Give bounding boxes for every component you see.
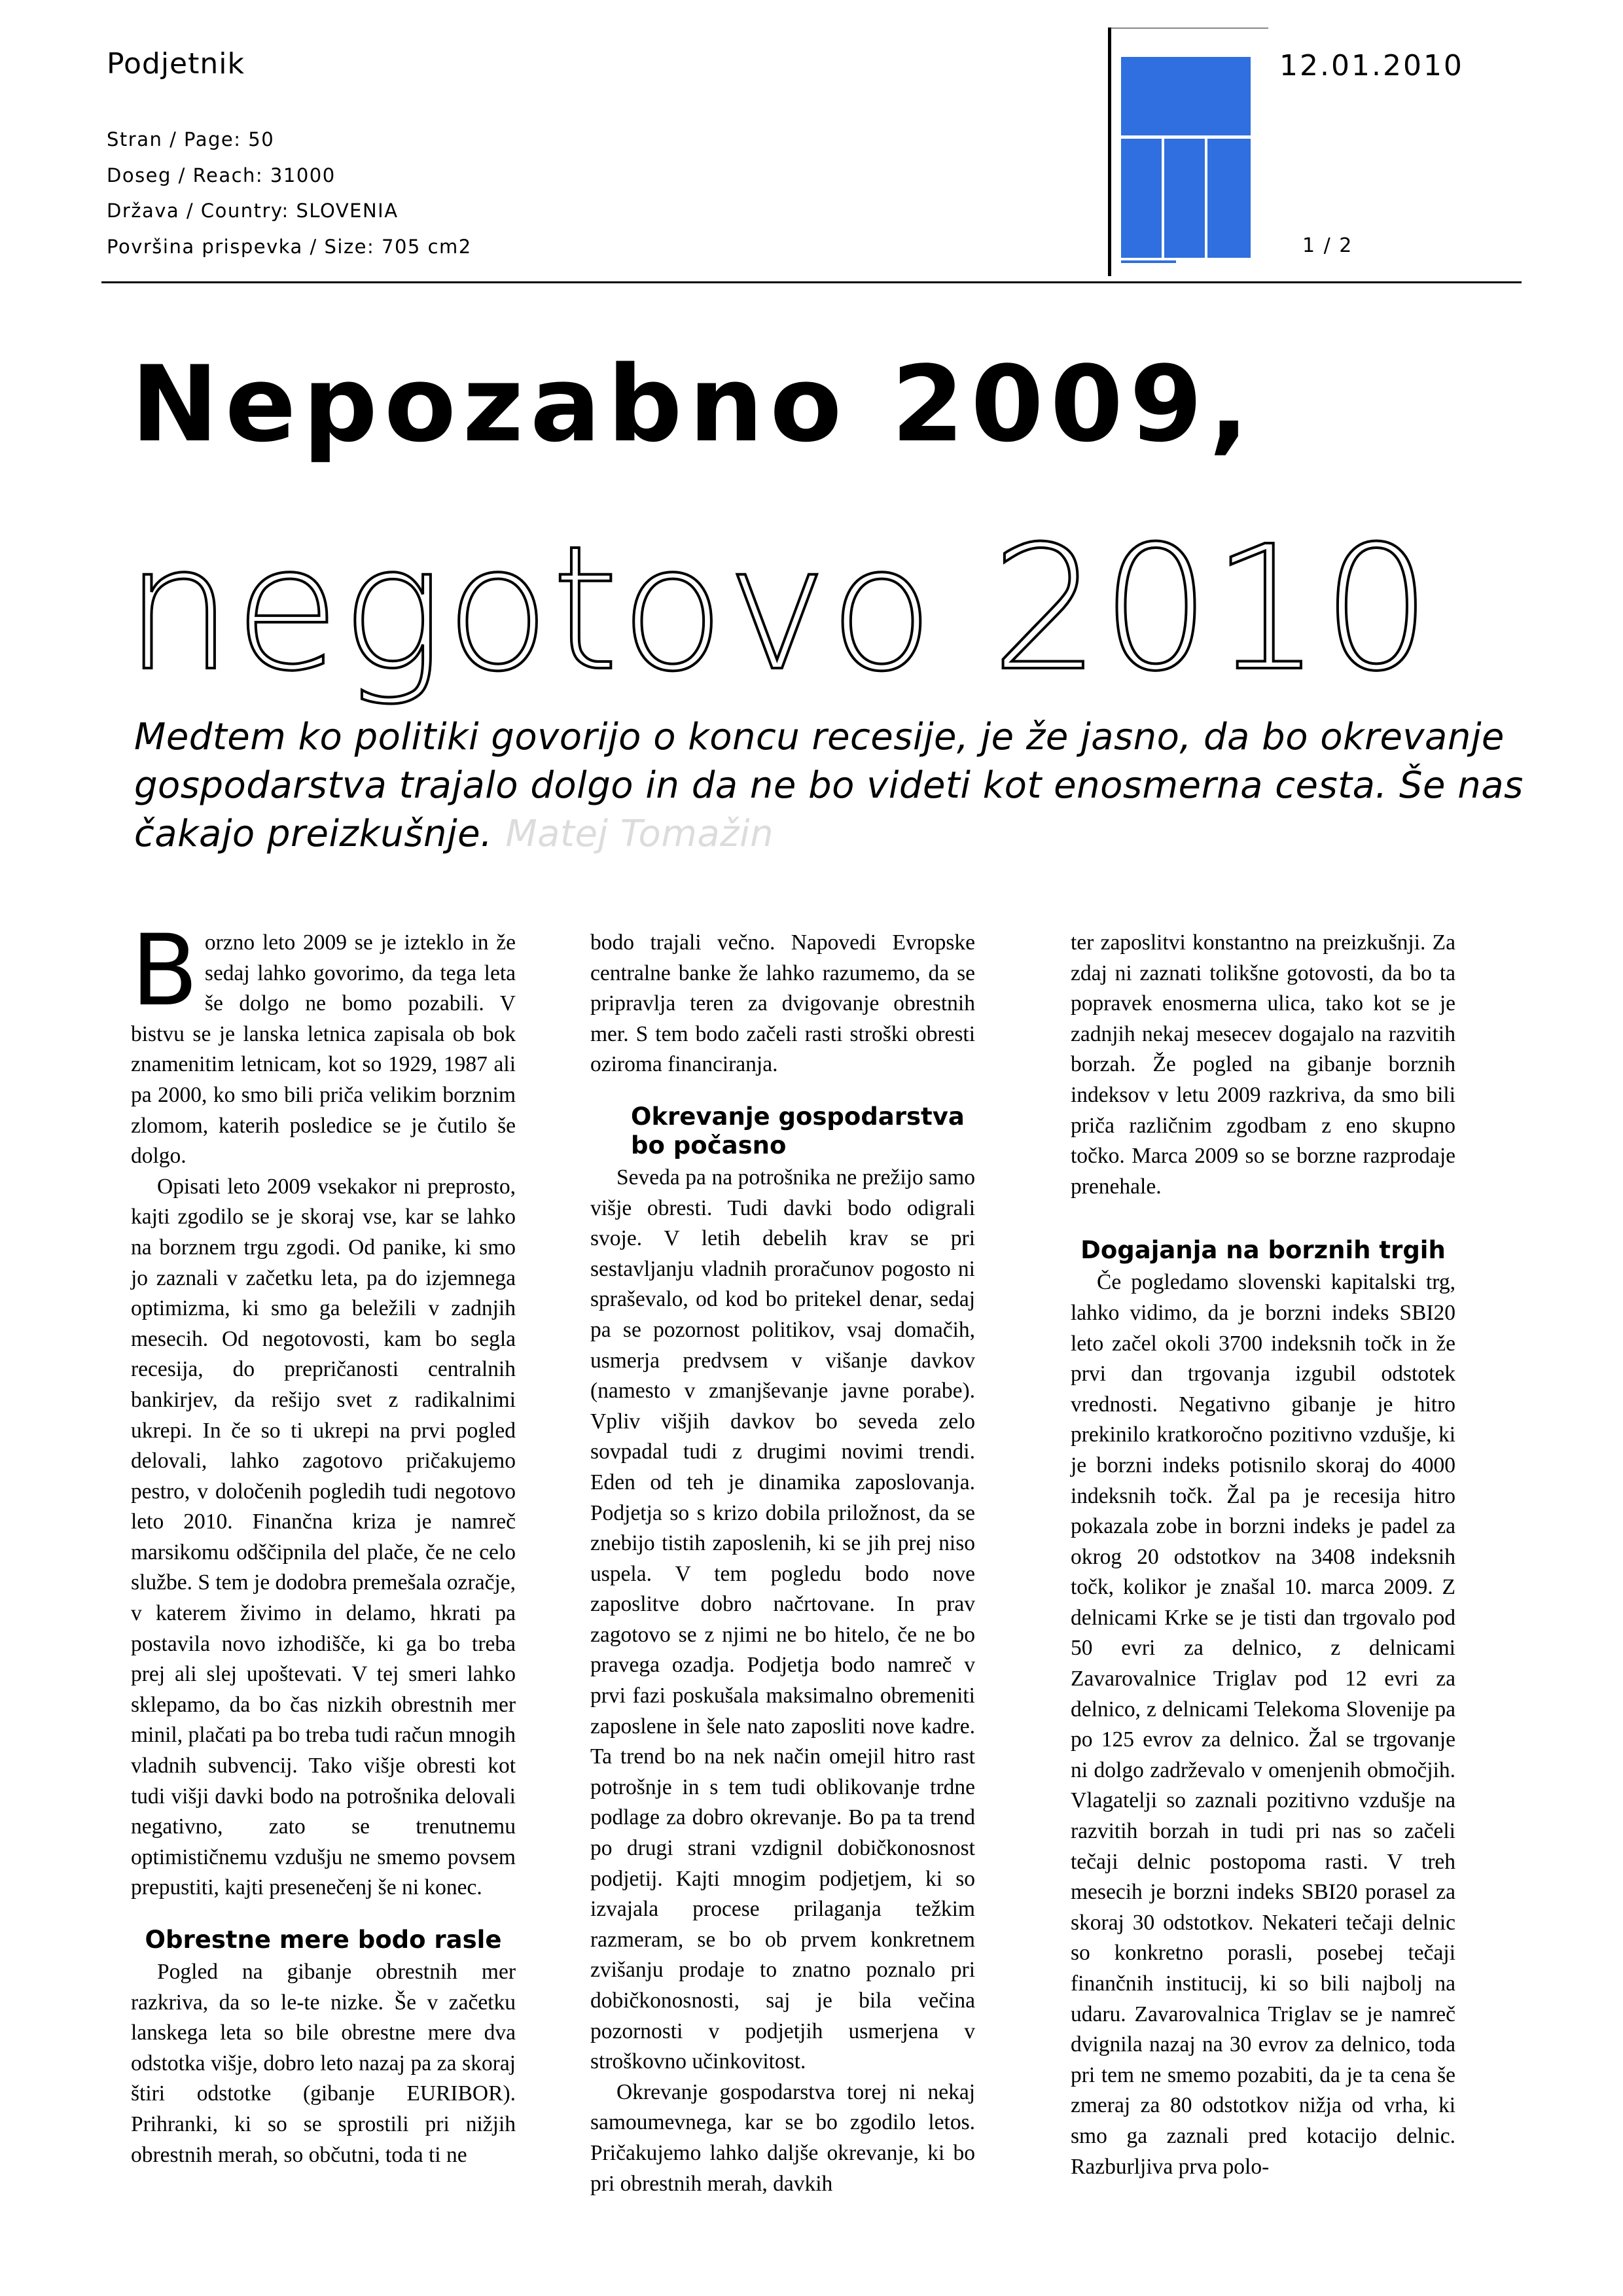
thumbnail-column-block xyxy=(1164,139,1205,258)
body-paragraph: bodo trajali večno. Napovedi Evropske centralne banke že lahko razumemo, da se pripravlja teren za dvigovanje obrestnih mer. S tem bodo začeli rasti stroški obresti oziroma financiranja. xyxy=(590,930,975,1077)
reach-info: Doseg / Reach: 31000 xyxy=(107,164,336,186)
thumbnail-top-line xyxy=(1111,27,1268,29)
body-paragraph: ter zaposlitvi konstantno na preizkušnji. Za zdaj ni zaznati tolikšne gotovosti, da bo ta popravek enosmerna ulica, tako kot se je zadnjih nekaj mesecev dogajalo na razvitih borzah. Že pogled na gibanje borznih indeksov v letu 2009 razkriva, da smo bili priča različnim zgodbam z eno skupno točko. Marca 2009 so se borzne razprodaje prenehale. xyxy=(1071,930,1455,1199)
headline-line-1: Nepozabno 2009, xyxy=(131,343,1256,465)
country-info: Država / Country: SLOVENIA xyxy=(107,200,399,222)
article-column-3 xyxy=(1071,928,1455,2182)
body-paragraph xyxy=(131,914,516,1172)
page-thumbnail xyxy=(1108,27,1283,276)
size-info: Površina prispevka / Size: 705 cm2 xyxy=(107,236,472,258)
drop-cap: B xyxy=(131,914,198,1028)
page-count: 1 / 2 xyxy=(1302,234,1353,257)
lead-text: Medtem ko politiki govorijo o koncu recesije, je že jasno, da bo okrevanje gospodarstva trajalo dolgo in da ne bo videti kot enosmerna cesta. Še nas čakajo preizkušnje. xyxy=(134,716,1524,855)
author-byline: Matej Tomažin xyxy=(505,813,774,855)
publication-date: 12.01.2010 xyxy=(1279,49,1464,82)
subheading: Obrestne mere bodo rasle xyxy=(145,1926,502,1954)
page-info: Stran / Page: 50 xyxy=(107,128,275,150)
thumbnail-column-block xyxy=(1207,139,1251,258)
thumbnail-headline-block xyxy=(1121,57,1251,135)
headline-line-2: negotovo 2010 xyxy=(124,509,1433,709)
subheading: Okrevanje gospodarstva bo počasno xyxy=(631,1102,965,1159)
thumbnail-column-block xyxy=(1121,139,1162,258)
lead-paragraph xyxy=(134,713,1528,858)
publication-name: Podjetnik xyxy=(107,47,245,80)
body-paragraph: Če pogledamo slovenski kapitalski trg, lahko vidimo, da je borzni indeks SBI20 leto začel okoli 3700 indeksnih točk in že prvi dan trgovanja izgubil odstotek vrednosti. Negativno gibanje je hitro prekinilo kratkoročno pozitivno vzdušje, ki je borzni indeks potisnilo skoraj do 4000 indeksnih točk. Žal pa je recesija hitro pokazala zobe in borzni indeks je padel za okrog 20 odstotkov na 3408 indeksnih točk, kolikor je znašal 10. marca 2009. Z delnicami Krke se je tisti dan trgovalo pod 50 evri za delnico, z delnicami Zavarovalnice Triglav pod 12 evri za delnico, z delnicami Telekoma Slovenije pa po 125 evrov za delnico. Žal se trgovanje ni dolgo zadrževalo v omenjenih območjih. Vlagatelji so zaznali pozitivno vzdušje na razvitih borzah in tudi pri nas so začeli tečaji delnic postopoma rasti. V treh mesecih je borzni indeks SBI20 porasel za skoraj 30 odstotkov. Nekateri tečaji delnic so konkretno porasli, posebej tečaji finančnih institucij, ki so bili najbolj na udaru. Zavarovalnica Triglav se je namreč dvignila nazaj na 30 evrov za delnico, toda pri tem ne smemo pozabiti, da je ta cena še zmeraj za 80 odstotkov nižja od vrha, ki smo ga zaznali pred kotacijo delnic. Razburljiva prva polo- xyxy=(1071,1270,1455,2179)
subheading: Dogajanja na borznih trgih xyxy=(1080,1236,1446,1265)
article-column-2 xyxy=(590,928,975,2199)
body-paragraph: Okrevanje gospodarstva torej ni nekaj samoumevnega, kar se bo zgodilo letos. Pričakujemo lahko daljše okrevanje, ki bo pri obrestnih merah, davkih xyxy=(590,2079,975,2196)
body-paragraph: Seveda pa na potrošnika ne prežijo samo višje obresti. Tudi davki bodo odigrali svoje. V letih debelih krav se pri sestavljanju vladnih proračunov pogosto ni spraševalo, od kod bo pritekel denar, sedaj pa se pozornost politikov, vsaj domačih, usmerja predvsem v višanje davkov (namesto v zmanjševanje javne porabe). Vpliv višjih davkov bo seveda zelo sovpadal tudi z drugimi novimi trendi. Eden od teh je dinamika zaposlovanja. Podjetja so s krizo dobila priložnost, da se znebijo tistih zaposlenih, ki se jih prej niso uspela. V tem pogledu bodo nove zaposlitve dobro načrtovane. In prav zagotovo se z njimi ne bo hitelo, če ne bo pravega ozadja. Podjetja bodo namreč v prvi fazi poskušala maksimalno obremeniti zaposlene in šele nato zaposliti nove kadre. Ta trend bo na nek način omejil hitro rast potrošnje in s tem tudi oblikovanje trdne podlage za dobro okrevanje. Bo pa ta trend po drugi strani vzdignil dobičkonosnost podjetij. Kajti mnogim podjetjem, ki so izvajala procese prilaganja težkim razmeram, se bo ob prvem konkretnem zvišanju prodaje to znatno poznalo pri dobičkonosnosti, saj je bila večina pozornosti v podjetjih usmerjena v stroškovno učinkovitost. xyxy=(590,1165,975,2074)
body-paragraph: Pogled na gibanje obrestnih mer razkriva, da so le-te nizke. Še v začetku lanskega leta so bile obrestne mere dva odstotka višje, dobro leto nazaj pa za skoraj štiri odstotke (gibanje EURIBOR). Prihranki, ki so se sprostili pri nižjih obrestnih merah, so občutni, toda ti ne xyxy=(131,1960,516,2167)
thumbnail-footer-block xyxy=(1121,260,1176,263)
body-paragraph: Opisati leto 2009 vsekakor ni preprosto, kajti zgodilo se je skoraj vse, kar se lahko na borznem trgu zgodi. Od panike, ki smo jo zaznali v začetku leta, pa do izjemnega optimizma, ki smo ga beležili v zadnjih mesecih. Od negotovosti, kam bo segla recesija, do prepričanosti centralnih bankirjev, da rešijo svet z radikalnimi ukrepi. In če so ti ukrepi na prvi pogled delovali, lahko zagotovo pričakujemo pestro, v določenih pogledih tudi negotovo leto 2010. Finančna kriza je namreč marsikomu odščipnila del plače, če ne celo službe. S tem je dodobra premešala ozračje, v katerem živimo in delamo, hkrati pa postavila novo izhodišče, ki ga bo treba prej ali slej upoštevati. V tej smeri lahko sklepamo, da bo čas nizkih obrestnih mer minil, plačati pa bo treba tudi račun mnogih vladnih subvencij. Tako višje obresti kot tudi višji davki bodo na potrošnika delovali negativno, zato se trenutnemu optimističnemu vzdušju ne smemo povsem prepustiti, kajti presenečenj še ni konec. xyxy=(131,1174,516,1900)
header-rule xyxy=(101,281,1522,283)
article-column-1 xyxy=(131,914,516,2170)
thumbnail-border xyxy=(1108,27,1111,276)
body-text: orzno leto 2009 se je izteklo in že sedaj lahko govorimo, da tega leta še dolgo ne bomo pozabili. V bistvu se je lanska letnica zapisala ob bok znamenitim letnicam, kot so 1929, 1987 ali pa 2000, ko smo bili priča velikim borznim zlomom, katerih posledice se je čutilo še dolgo. xyxy=(131,930,516,1169)
